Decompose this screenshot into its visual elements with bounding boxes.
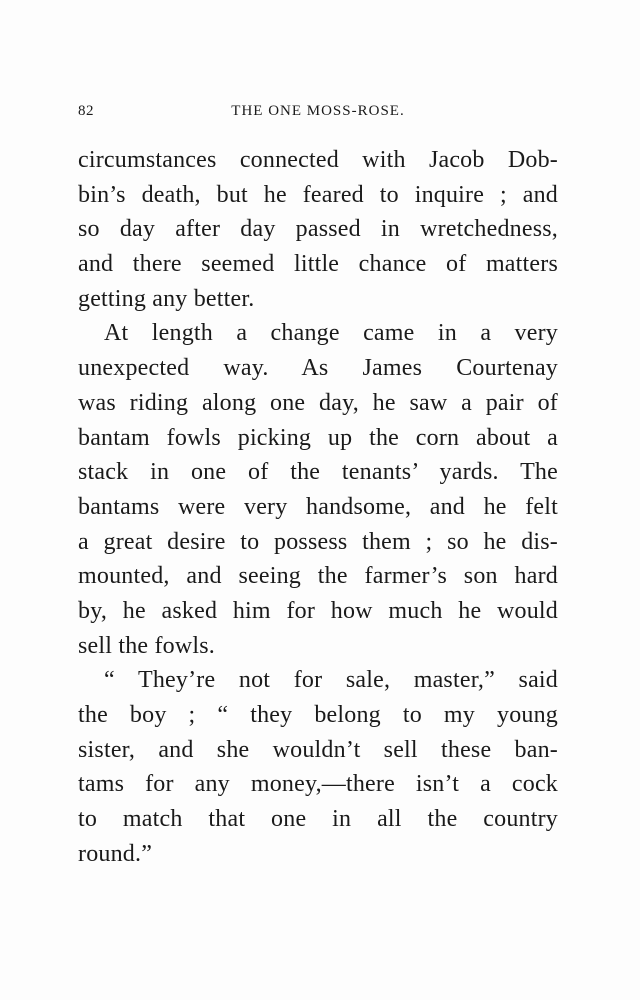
text-line: unexpected way. As James Courtenay [78, 355, 558, 382]
text-line: stack in one of the tenants’ yards. The [78, 459, 558, 486]
text-line: At length a change came in a very [104, 320, 558, 347]
text-line: sister, and she wouldn’t sell these ban- [78, 736, 558, 763]
text-line: by, he asked him for how much he would [78, 597, 558, 624]
running-title: THE ONE MOSS-ROSE. [231, 103, 405, 119]
text-line: to match that one in all the country [78, 806, 558, 833]
text-line: getting any better. [78, 285, 255, 312]
running-head [78, 103, 558, 123]
text-line: a great desire to possess them ; so he dis- [78, 528, 558, 555]
text-line: bantams were very handsome, and he felt [78, 493, 558, 520]
text-line: “ They’re not for sale, master,” said [104, 667, 558, 694]
text-line: bantam fowls picking up the corn about a [78, 424, 558, 451]
text-line: bin’s death, but he feared to inquire ; and [78, 181, 558, 208]
text-line: circumstances connected with Jacob Dob- [78, 147, 558, 173]
text-line: the boy ; “ they belong to my young [78, 702, 558, 728]
text-line: and there seemed little chance of matters [78, 251, 558, 278]
text-line: so day after day passed in wretchedness, [78, 216, 558, 243]
text-line: sell the fowls. [78, 632, 215, 659]
body-text [78, 143, 558, 871]
text-line: mounted, and seeing the farmer’s son hard [78, 563, 558, 590]
page-number: 82 [78, 103, 94, 119]
text-line: round.” [78, 840, 153, 867]
text-line: was riding along one day, he saw a pair of [78, 389, 558, 416]
text-line: tams for any money,—there isn’t a cock [78, 771, 558, 798]
